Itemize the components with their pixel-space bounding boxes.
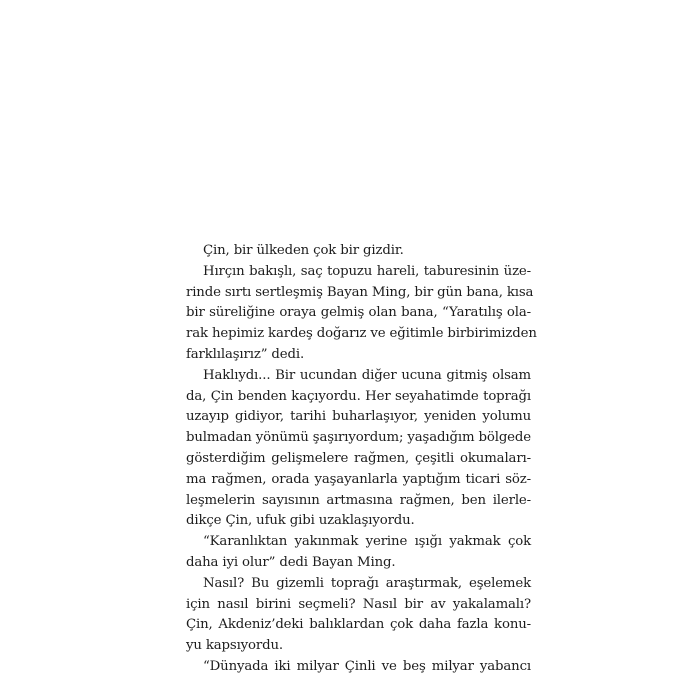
paragraph-5-line-4: yu kapsıyordu. [186, 638, 283, 654]
paragraph-3-line-2: da, Çin benden kaçıyordu. Her seyahatimde toprağı [186, 388, 531, 404]
body-text [186, 241, 537, 678]
paragraph-4-line-1: “Karanlıktan yakınmak yerine ışığı yakmak çok [203, 534, 531, 550]
paragraph-3-line-4: bulmadan yönümü şaşırıyordum; yaşadığım bölgede [186, 430, 531, 446]
paragraph-5-line-2: için nasıl birini seçmeli? Nasıl bir av yakalamalı? [186, 596, 531, 612]
paragraph-3-line-7: leşmelerin sayısının artmasına rağmen, ben ilerle- [186, 492, 531, 508]
paragraph-3-line-3: uzayıp gidiyor, tarihi buharlaşıyor, yeniden yolumu [186, 409, 531, 425]
paragraph-6-line-1: “Dünyada iki milyar Çinli ve beş milyar yabancı [203, 658, 531, 674]
paragraph-2-line-4: rak hepimiz kardeş doğarız ve eğitimle birbirimizden [186, 326, 537, 342]
paragraph-3-line-5: gösterdiğim gelişmelere rağmen, çeşitli okumaları- [186, 450, 531, 466]
paragraph-3-line-1: Haklıydı... Bir ucundan diğer ucuna gitmiş olsam [203, 367, 531, 383]
paragraph-3-line-6: ma rağmen, orada yaşayanlarla yaptığım ticari söz- [186, 471, 531, 487]
paragraph-2-line-2: rinde sırtı sertleşmiş Bayan Ming, bir gün bana, kısa [186, 284, 534, 300]
paragraph-2-line-1: Hırçın bakışlı, saç topuzu hareli, taburesinin üze- [203, 263, 531, 279]
paragraph-1-line-1: Çin, bir ülkeden çok bir gizdir. [203, 243, 404, 258]
paragraph-4-line-2: daha iyi olur” dedi Bayan Ming. [186, 554, 396, 570]
paragraph-5-line-1: Nasıl? Bu gizemli toprağı araştırmak, eşelemek [203, 575, 531, 591]
paragraph-2-line-5: farklılaşırız” dedi. [186, 346, 305, 362]
paragraph-3-line-8: dikçe Çin, ufuk gibi uzaklaşıyordu. [186, 513, 415, 529]
paragraph-5-line-3: Çin, Akdeniz’deki balıklardan çok daha fazla konu- [186, 617, 531, 633]
paragraph-2-line-3: bir süreliğine oraya gelmiş olan bana, “Yaratılış ola- [186, 305, 531, 321]
